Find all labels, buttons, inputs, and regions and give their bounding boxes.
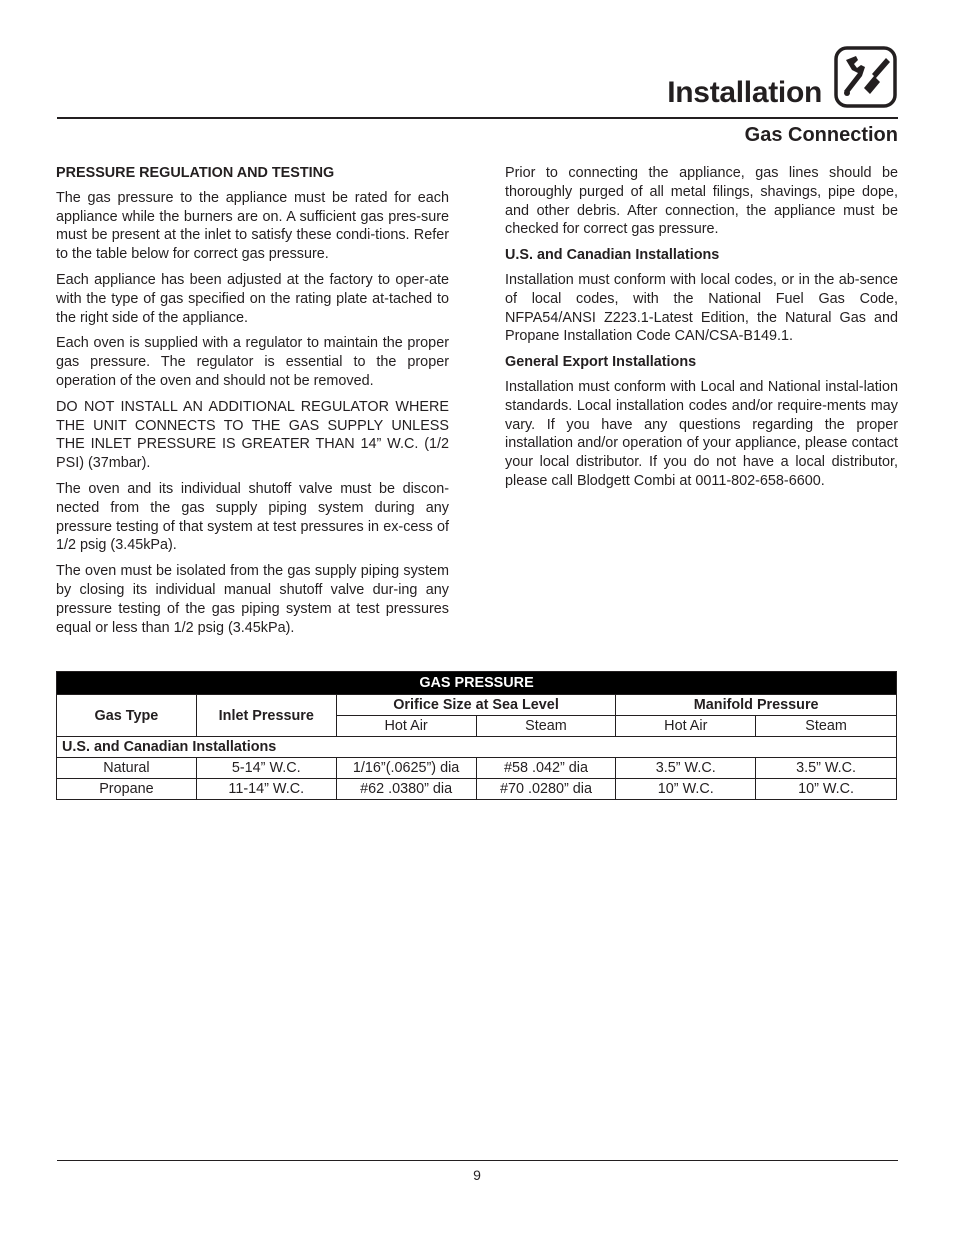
cell-orifice-hot-air: 1/16”(.0625”) dia xyxy=(336,758,476,779)
paragraph: Each appliance has been adjusted at the factory to oper-ate with the type of gas specified on the rating plate at-tached to the right side of the appliance. xyxy=(56,271,449,326)
cell-manifold-hot-air: 10” W.C. xyxy=(616,779,756,800)
cell-inlet-pressure: 11-14” W.C. xyxy=(196,779,336,800)
paragraph: Each oven is supplied with a regulator to maintain the proper gas pressure. The regulator is essential to the proper operation of the oven and should not be removed. xyxy=(56,335,449,389)
subheader-hot-air: Hot Air xyxy=(336,716,476,737)
header-rule xyxy=(57,117,898,119)
cell-manifold-steam: 10” W.C. xyxy=(756,779,897,800)
general-export-heading: General Export Installations xyxy=(505,354,697,371)
subheader-hot-air: Hot Air xyxy=(616,716,756,737)
table-section-label: U.S. and Canadian Installations xyxy=(57,737,897,758)
pressure-regulation-heading: PRESSURE REGULATION AND TESTING xyxy=(56,165,335,181)
header-manifold-pressure: Manifold Pressure xyxy=(616,695,897,716)
paragraph: Installation must conform with local codes, or in the ab-sence of local codes, with the National Fuel Gas Code, NFPA54/ANSI Z223.1-Latest Edition, the Natural Gas and Propane Installation Code CAN/CSA-B149.1. xyxy=(505,271,898,345)
section-subtitle: Gas Connection xyxy=(744,124,898,146)
header-inlet-pressure: Inlet Pressure xyxy=(196,695,336,737)
subheader-steam: Steam xyxy=(756,716,897,737)
left-column xyxy=(56,164,449,644)
cell-manifold-steam: 3.5” W.C. xyxy=(756,758,897,779)
paragraph: The gas pressure to the appliance must be rated for each appliance while the burners are on. A sufficient gas pres-sure must be present at the inlet to satisfy these condi-tions. Refer to the table below for correct gas pressure. xyxy=(56,189,449,263)
cell-orifice-steam: #58 .042” dia xyxy=(476,758,616,779)
paragraph: Installation must conform with Local and National instal-lation standards. Local installation codes and/or require-ments may vary. If you have any questions regarding the proper installation and/or operation of your appliance, please contact your local distributor. If you do not have a local distributor, please call Blodgett Combi at 0011-802-658-6600. xyxy=(505,378,898,489)
cell-manifold-hot-air: 3.5” W.C. xyxy=(616,758,756,779)
cell-gas-type: Propane xyxy=(57,779,197,800)
intro-paragraph: Prior to connecting the appliance, gas lines should be thoroughly purged of all metal filings, shavings, pipe dope, and other debris. After connection, the appliance must be checked for correct gas pressure. xyxy=(505,165,898,238)
table-row xyxy=(57,758,897,779)
cell-gas-type: Natural xyxy=(57,758,197,779)
cell-orifice-steam: #70 .0280” dia xyxy=(476,779,616,800)
footer-rule xyxy=(57,1160,898,1161)
table-title: GAS PRESSURE xyxy=(57,672,897,695)
page-number: 9 xyxy=(473,1167,481,1183)
us-canadian-heading: U.S. and Canadian Installations xyxy=(505,247,720,264)
wrench-screwdriver-icon xyxy=(834,46,897,108)
page-title: Installation xyxy=(667,76,822,109)
paragraph: The oven must be isolated from the gas supply piping system by closing its individual manual shutoff valve dur-ing any pressure testing of the gas piping system at test pressures equal or less than 1/2 psig (3.45kPa). xyxy=(56,563,449,636)
header-gas-type: Gas Type xyxy=(57,695,197,737)
cell-inlet-pressure: 5-14” W.C. xyxy=(196,758,336,779)
gas-pressure-table xyxy=(56,671,897,800)
warning-paragraph: DO NOT INSTALL AN ADDITIONAL REGULATOR WHERE THE UNIT CONNECTS TO THE GAS SUPPLY UNLESS THE INLET PRESSURE IS GREATER THAN 14” W.C. (1/2 PSI) (37mbar). xyxy=(56,398,449,472)
paragraph: The oven and its individual shutoff valve must be discon-nected from the gas supply piping system during any pressure testing of that system at test pressures in ex-cess of 1/2 psig (3.45kPa). xyxy=(56,480,449,554)
header-orifice-size: Orifice Size at Sea Level xyxy=(336,695,616,716)
cell-orifice-hot-air: #62 .0380” dia xyxy=(336,779,476,800)
table-row xyxy=(57,779,897,800)
subheader-steam: Steam xyxy=(476,716,616,737)
right-column xyxy=(505,164,898,498)
